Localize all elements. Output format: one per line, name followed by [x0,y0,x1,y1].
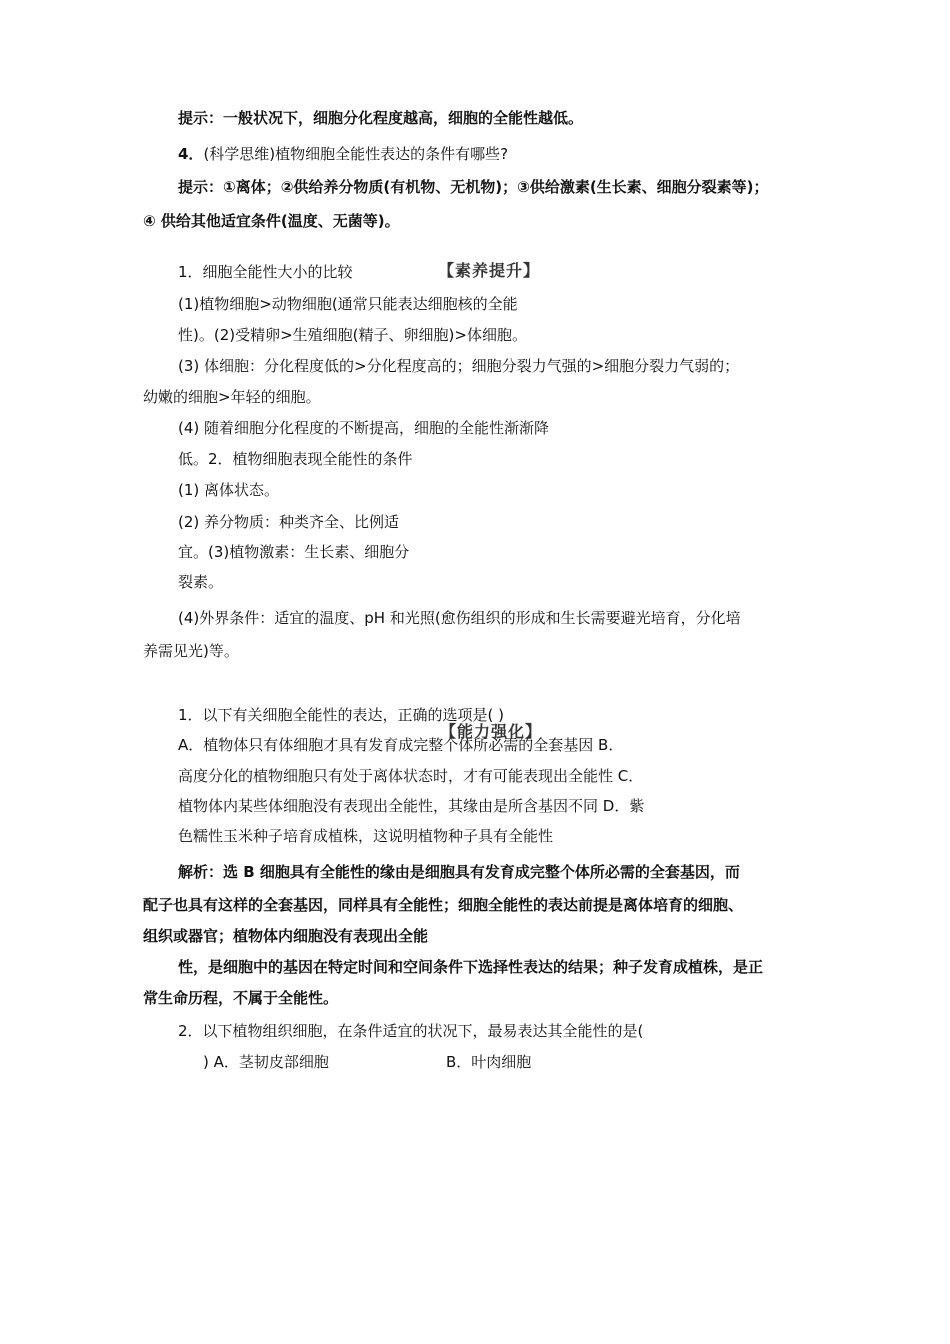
summary-p4-line-2: 低。2．植物细胞表现全能性的条件 [178,450,413,468]
question-2-stem: 2．以下植物组织细胞，在条件适宜的状况下，最易表达其全能性的是( [178,1022,644,1040]
hint-1 [178,108,583,128]
hint-label: 提示： [178,178,224,196]
analysis-line-1: 解析：选 B 细胞具有全能性的缘由是细胞具有发育成完整个体所必需的全套基因，而 [178,863,740,881]
question-1-option-a: A．植物体只有体细胞才具有发育成完整个体所必需的全套基因 B． [178,736,624,754]
condition-2-line-1: (2) 养分物质：种类齐全、比例适 [178,513,400,531]
summary-p1-line-1: (1)植物细胞>动物细胞(通常只能表达细胞核的全能 [178,295,518,313]
summary-p3-line-2: 幼嫩的细胞>年轻的细胞。 [143,388,321,406]
condition-4-line-2: 养需见光)等。 [143,642,239,660]
condition-2-line-2: 宜。(3)植物激素：生长素、细胞分 [178,543,410,561]
summary-p3-line-1: (3) 体细胞：分化程度低的>分化程度高的；细胞分裂力气强的>细胞分裂力气弱的； [178,357,740,375]
section-nengli-tag: 【能力强化】 [440,722,543,741]
condition-4-line-1: (4)外界条件：适宜的温度、pH 和光照(愈伤组织的形成和生长需要避光培育，分化培 [178,609,741,627]
hint-2-line-1 [178,177,769,197]
section-suyang-tag: 【素养提升】 [438,261,541,280]
analysis-line-5: 常生命历程，不属于全能性。 [143,989,339,1007]
question-1-option-b: 高度分化的植物细胞只有处于离体状态时，才有可能表现出全能性 C． [178,767,644,785]
summary-p4-line-1: (4) 随着细胞分化程度的不断提高，细胞的全能性渐渐降 [178,419,550,437]
question-1-option-d: 色糯性玉米种子培育成植株，这说明植物种子具有全能性 [178,827,554,845]
hint-label: 提示： [178,109,224,127]
analysis-line-3: 组织或器官；植物体内细胞没有表现出全能 [143,927,429,945]
question-1-option-c: 植物体内某些体细胞没有表现出全能性，其缘由是所含基因不同 D．紫 [178,797,645,815]
analysis-line-2: 配子也具有这样的全套基因，同样具有全能性；细胞全能性的表达前提是离体培育的细胞、 [143,896,744,914]
condition-1: (1) 离体状态。 [178,481,280,499]
question-1-stem: 1．以下有关细胞全能性的表达，正确的选项是( ) [178,706,505,724]
question-4-text: (科学思维)植物细胞全能性表达的条件有哪些? [203,145,509,163]
hint-text: 一般状况下，细胞分化程度越高，细胞的全能性越低。 [223,109,584,127]
question-4-number: 4． [178,145,204,163]
hint-2-line-2: ④ 供给其他适宜条件(温度、无菌等)。 [143,212,400,230]
hint-text: ①离体；②供给养分物质(有机物、无机物)；③供给激素(生长素、细胞分裂素等)； [223,178,769,196]
question-4 [178,144,508,164]
condition-2-line-3: 裂素。 [178,573,224,591]
summary-heading: 1．细胞全能性大小的比较 [178,263,353,281]
analysis-line-4: 性，是细胞中的基因在特定时间和空间条件下选择性表达的结果；种子发育成植株，是正 [178,958,764,976]
summary-p1-line-2: 性)。(2)受精卵>生殖细胞(精子、卵细胞)>体细胞。 [178,326,527,344]
question-2-option-b: B．叶肉细胞 [446,1053,532,1071]
question-2-option-a: ) A．茎韧皮部细胞 [203,1053,329,1071]
